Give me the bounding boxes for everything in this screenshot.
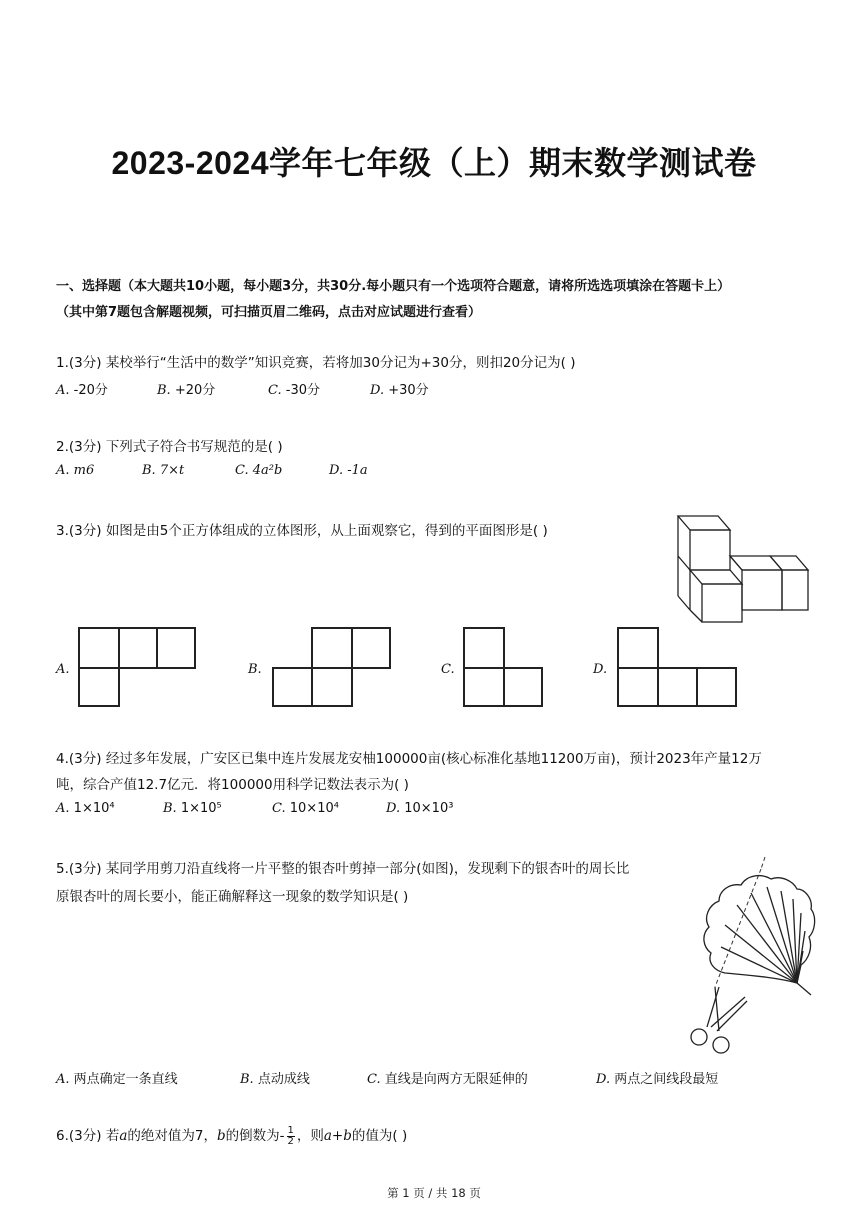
question-6: 6.(3分) 若a的绝对值为7，b的倒数为- $\frac{1}{2}$ ，则a+b的值为( ) — [56, 1124, 408, 1147]
question-score: (3分) — [68, 523, 102, 539]
question-3 — [56, 519, 548, 539]
question-stem: 下列式子符合书写规范的是( ) — [105, 439, 283, 455]
option-d[interactable]: D. +30分 — [370, 383, 429, 398]
question-number: 1. — [56, 355, 69, 371]
option-d-figure — [617, 627, 741, 709]
page-title: 2023-2024学年七年级（上）期末数学测试卷 — [111, 145, 757, 181]
option-d[interactable]: D. 10×10³ — [386, 801, 454, 816]
option-a-figure — [78, 627, 198, 709]
question-number: 4. — [56, 751, 69, 767]
option-c[interactable]: C. -30分 — [268, 383, 320, 398]
option-a[interactable]: A. — [56, 662, 70, 677]
section-header: 一、选择题（本大题共10小题，每小题3分，共30分.每小题只有一个选项符合题意，请将所选选项填涂在答题卡上） — [56, 279, 731, 294]
question-number: 6. — [56, 1128, 69, 1144]
option-c[interactable]: C. 10×10⁴ — [272, 801, 339, 816]
question-1 — [56, 351, 575, 371]
question-4 — [56, 747, 762, 767]
fraction: $\frac{1}{2}$ — [287, 1124, 294, 1147]
option-b[interactable]: B. — [248, 662, 262, 677]
question-number: 3. — [56, 523, 69, 539]
option-b[interactable]: B. 点动成线 — [240, 1072, 310, 1087]
question-number: 2. — [56, 439, 69, 455]
option-b[interactable]: B. +20分 — [157, 383, 216, 398]
option-d[interactable]: D. — [593, 662, 608, 677]
question-stem-continued: 原银杏叶的周长要小，能正确解释这一现象的数学知识是( ) — [56, 889, 409, 905]
option-c[interactable]: C. 直线是向两方无限延伸的 — [367, 1072, 528, 1087]
option-a[interactable]: A. -20分 — [56, 383, 108, 398]
question-2 — [56, 435, 283, 455]
option-c[interactable]: C. — [441, 662, 455, 677]
option-b[interactable]: B. 7×t — [142, 463, 185, 478]
question-stem: 某校举行“生活中的数学”知识竞赛，若将加30分记为+30分，则扣20分记为( ) — [105, 355, 576, 371]
option-a[interactable]: A. 两点确定一条直线 — [56, 1072, 178, 1087]
question-stem-continued: 吨，综合产值12.7亿元．将100000用科学记数法表示为( ) — [56, 777, 409, 793]
question-score: (3分) — [68, 861, 102, 877]
page-footer: 第 1 页 / 共 18 页 — [387, 1186, 481, 1200]
option-b[interactable]: B. 1×10⁵ — [163, 801, 222, 816]
question-score: (3分) — [68, 439, 102, 455]
question-stem: 经过多年发展，广安区已集中连片发展龙安柚100000亩(核心标准化基地11200万亩)，预计2023年产量12万 — [105, 751, 762, 767]
question-score: (3分) — [68, 751, 102, 767]
question-stem: 某同学用剪刀沿直线将一片平整的银杏叶剪掉一部分(如图)，发现剩下的银杏叶的周长比 — [105, 861, 630, 877]
option-a[interactable]: A. 1×10⁴ — [56, 801, 115, 816]
ginkgo-leaf-scissors-figure — [685, 855, 820, 1060]
question-5 — [56, 857, 629, 877]
option-d[interactable]: D. 两点之间线段最短 — [596, 1072, 719, 1087]
section-note: （其中第7题包含解题视频，可扫描页眉二维码，点击对应试题进行查看） — [56, 305, 482, 320]
option-a[interactable]: A. m6 — [56, 463, 95, 478]
option-c[interactable]: C. 4a²b — [235, 463, 283, 478]
cube-solid-figure — [672, 512, 812, 624]
option-d[interactable]: D. -1a — [329, 463, 368, 478]
option-b-figure — [272, 627, 394, 709]
question-stem: 如图是由5个正方体组成的立体图形，从上面观察它，得到的平面图形是( ) — [105, 523, 548, 539]
question-number: 5. — [56, 861, 69, 877]
option-c-figure — [463, 627, 547, 709]
question-score: (3分) — [68, 355, 102, 371]
question-score: (3分) — [68, 1128, 102, 1144]
